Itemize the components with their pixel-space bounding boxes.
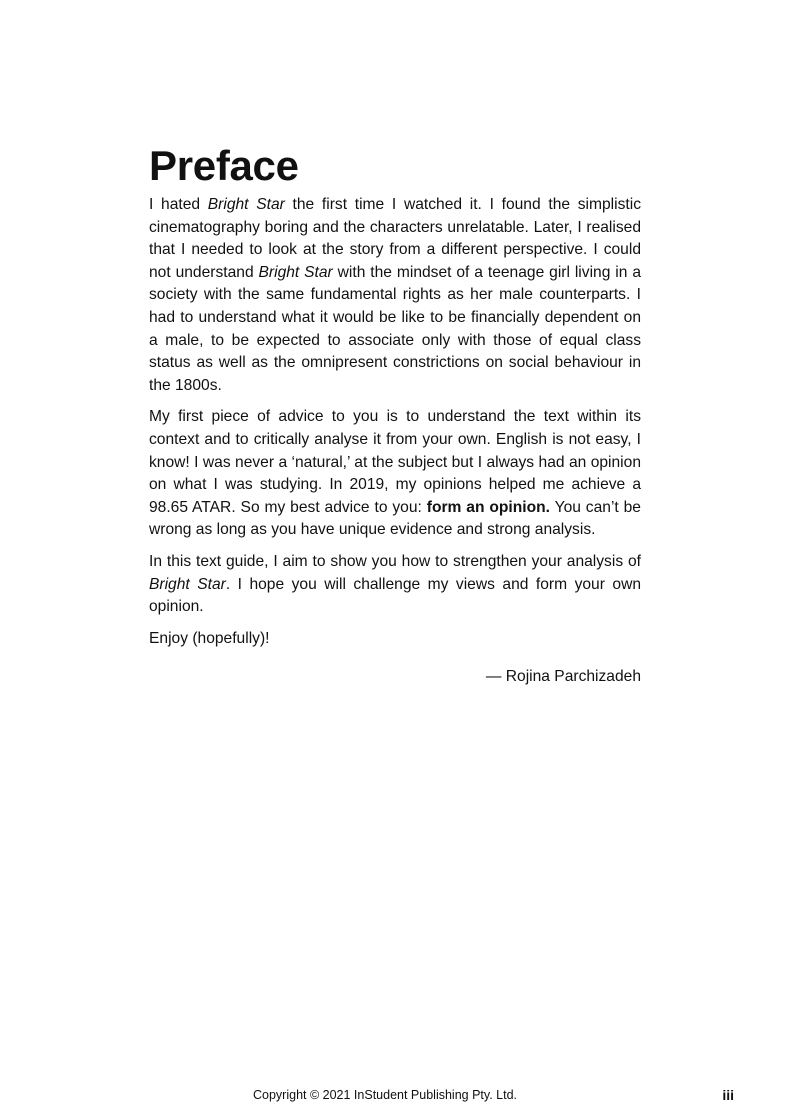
- text-run: You can’t be wrong as long as you have unique evidence and strong analysis.: [149, 498, 641, 539]
- paragraph: [149, 194, 641, 397]
- text-run: with the mindset of a teenage girl living in a society with the same fundamental rights as her male counterparts. I had to understand what it would be like to be financially dependent on a male, to be expected to associate only with those of equal class status as well as the omnipresent constrictions on social behaviour in the 1800s.: [149, 263, 641, 394]
- text-run: Enjoy (hopefully)!: [149, 629, 270, 647]
- page-title: Preface: [149, 142, 299, 189]
- page-footer: [0, 1085, 790, 1105]
- author-signoff: — Rojina Parchizadeh: [485, 668, 641, 686]
- paragraph: [149, 551, 641, 619]
- paragraph: [149, 406, 641, 542]
- text-run: In this text guide, I aim to show you how to strengthen your analysis of: [149, 552, 641, 570]
- text-run: My first piece of advice to you is to understand the text within its context and to critically analyse it from your own. English is not easy, I know! I was never a ‘natural,’ at the subject but I always had an opinion on what I was studying. In 2019, my opinions helped me achieve a 98.65 ATAR. So my best advice to you:: [149, 408, 641, 516]
- text-run: . I hope you will challenge my views and form your own opinion.: [149, 575, 641, 616]
- paragraph: [149, 628, 641, 651]
- italic-text: Bright Star: [149, 575, 226, 593]
- preface-body: [149, 194, 641, 650]
- text-run: I hated: [149, 196, 208, 213]
- copyright-notice: Copyright © 2021 InStudent Publishing Pty. Ltd.: [253, 1088, 518, 1102]
- italic-text: Bright Star: [207, 196, 285, 213]
- text-run: the first time I watched it. I found the simplistic cinematography boring and the characters unrelatable. Later, I realised that I needed to look at the story from a different perspective. I could not understand: [149, 196, 641, 281]
- bold-text: form an opinion.: [426, 498, 550, 516]
- page-number: iii: [722, 1087, 734, 1103]
- italic-text: Bright Star: [258, 263, 333, 281]
- preface-content: [149, 140, 641, 689]
